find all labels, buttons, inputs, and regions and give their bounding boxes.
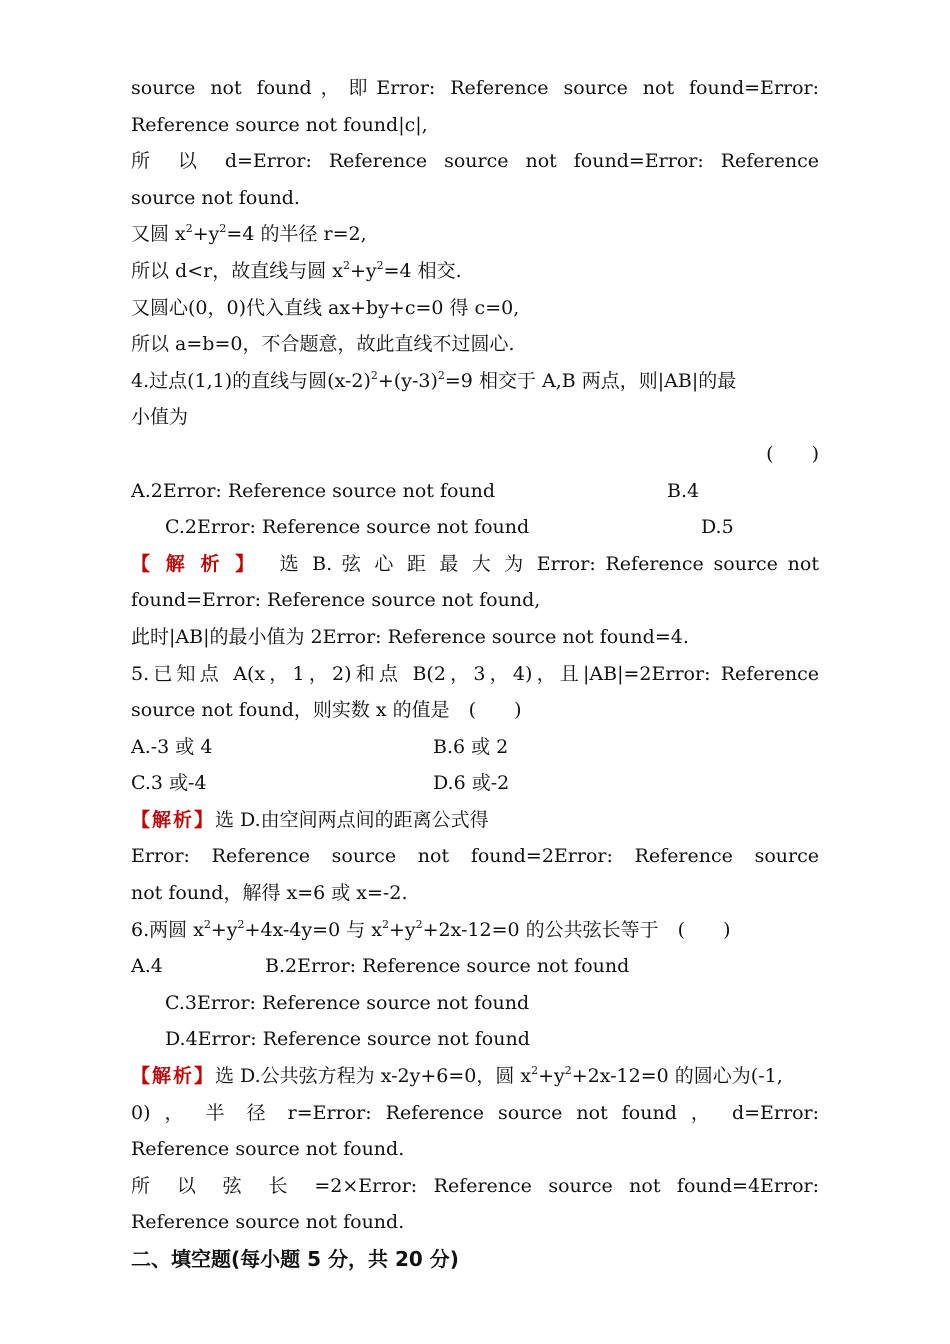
question-5-stem: 5.已知点 A(x，1，2)和点 B(2，3，4)，且|AB|=2Error: Reference	[131, 662, 819, 685]
jiexi-label: 【解析】	[131, 808, 216, 831]
superscript: 2	[342, 258, 350, 272]
text-line: found=Error: Reference source not found,	[131, 589, 541, 612]
option-c: C.3 或-4	[131, 772, 207, 795]
text-line: 又圆心(0，0)代入直线 ax+by+c=0 得 c=0,	[131, 296, 520, 319]
text-fragment: +y	[210, 918, 238, 941]
text-fragment: +(y-3)	[377, 369, 438, 392]
text-line: Reference source not found.	[131, 1138, 405, 1161]
text-fragment: +4x-4y=0 与 x	[244, 918, 382, 941]
question-4-options-row-2	[131, 509, 819, 546]
option-b: B.6 或 2	[433, 735, 509, 758]
text-fragment: 又圆 x	[131, 223, 186, 246]
superscript: 2	[437, 368, 445, 382]
text-fragment: 选 B. 弦 心 距 最 大 为 Error: Reference source not	[269, 552, 819, 575]
text-line: Reference source not found|c|,	[131, 113, 428, 136]
option-c: C.2Error: Reference source not found	[165, 516, 530, 539]
section-heading: 二、填空题(每小题 5 分，共 20 分)	[131, 1247, 459, 1271]
text-line: Error: Reference source not found=2Error: Reference source	[131, 845, 819, 868]
text-line: 小值为	[131, 406, 189, 429]
text-line	[131, 216, 819, 253]
text-fragment: +y	[388, 918, 416, 941]
jiexi-label: 【解析】	[131, 552, 270, 575]
superscript: 2	[370, 368, 378, 382]
question-6-stem	[131, 912, 819, 949]
text-line: 所 以 d=Error: Reference source not found=Error: Reference	[131, 150, 819, 173]
option-c: C.3Error: Reference source not found	[165, 991, 530, 1014]
question-4-options-row-1	[131, 473, 819, 510]
text-line: not found，解得 x=6 或 x=-2.	[131, 882, 408, 905]
text-line: 所以 a=b=0，不合题意，故此直线不过圆心.	[131, 333, 515, 356]
text-fragment: +y	[349, 259, 377, 282]
question-5-options-row-1	[131, 729, 819, 766]
option-b: B.2Error: Reference source not found	[265, 955, 630, 978]
text-line: 此时|AB|的最小值为 2Error: Reference source not found=4.	[131, 625, 689, 648]
text-line: source not found，则实数 x 的值是 ( )	[131, 699, 522, 722]
text-fragment: +y	[192, 223, 220, 246]
superscript: 2	[381, 917, 389, 931]
text-line	[131, 253, 819, 290]
document-content	[131, 70, 819, 1278]
option-d: D.6 或-2	[433, 772, 510, 795]
option-d: D.4Error: Reference source not found	[165, 1028, 530, 1051]
text-fragment: +y	[538, 1065, 565, 1088]
text-fragment: 选 D.由空间两点间的距离公式得	[215, 808, 489, 831]
text-line	[131, 802, 819, 839]
superscript: 2	[203, 917, 211, 931]
text-fragment: =4 的半径 r=2,	[226, 223, 367, 246]
text-line: 所 以 弦 长 =2×Error: Reference source not found=4Error:	[131, 1174, 819, 1197]
superscript: 2	[415, 917, 423, 931]
text-line: 0) ， 半 径 r=Error: Reference source not found ， d=Error:	[131, 1101, 819, 1124]
text-fragment: =4 相交.	[383, 259, 462, 282]
question-6-options-row-1	[131, 948, 819, 985]
text-fragment: 4.过点(1,1)的直线与圆(x-2)	[131, 369, 371, 392]
superscript: 2	[219, 222, 227, 236]
text-line	[131, 1058, 819, 1095]
option-d: D.5	[701, 516, 734, 539]
superscript: 2	[531, 1064, 539, 1078]
jiexi-label: 【解析】	[131, 1065, 216, 1088]
text-fragment: +2x-12=0 的圆心为(-1,	[571, 1065, 783, 1088]
superscript: 2	[376, 258, 384, 272]
superscript: 2	[564, 1064, 572, 1078]
answer-bracket: ( )	[766, 442, 819, 465]
text-line	[131, 546, 819, 583]
superscript: 2	[185, 222, 193, 236]
option-a: A.2Error: Reference source not found	[131, 479, 496, 502]
option-a: A.4	[131, 955, 163, 978]
text-fragment: 所以 d<r，故直线与圆 x	[131, 259, 343, 282]
option-b: B.4	[667, 479, 700, 502]
question-5-options-row-2	[131, 765, 819, 802]
question-4-stem	[131, 363, 819, 400]
text-fragment: 选 D.公共弦方程为 x-2y+6=0，圆 x	[215, 1065, 532, 1088]
option-a: A.-3 或 4	[131, 735, 213, 758]
text-fragment: 6.两圆 x	[131, 918, 204, 941]
text-line: Reference source not found.	[131, 1211, 405, 1234]
text-fragment: +2x-12=0 的公共弦长等于 ( )	[422, 918, 731, 941]
text-line: source not found，即Error: Reference source not found=Error:	[131, 77, 819, 99]
text-line: source not found.	[131, 186, 300, 209]
superscript: 2	[237, 917, 245, 931]
text-fragment: =9 相交于 A,B 两点，则|AB|的最	[444, 369, 737, 392]
